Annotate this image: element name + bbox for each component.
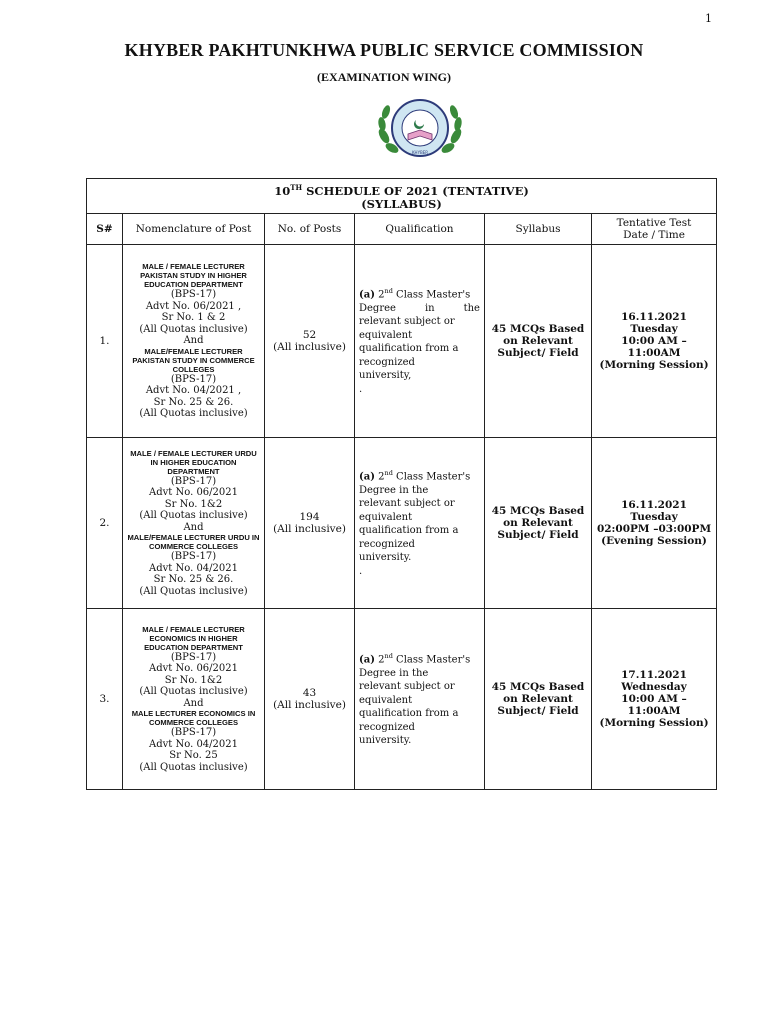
col-header-qualification: Qualification <box>355 213 485 244</box>
advt: Advt No. 04/2021 <box>149 562 238 574</box>
table-header-row <box>87 213 717 244</box>
bps: (BPS-17) <box>170 551 217 563</box>
quota: (All Quotas inclusive) <box>139 686 248 698</box>
posts-cell <box>265 437 355 608</box>
syllabus-cell: 45 MCQs Based on Relevant Subject/ Field <box>485 437 592 608</box>
row-sn: 1. <box>87 244 123 437</box>
schedule-title: 10TH SCHEDULE OF 2021 (TENTATIVE) (SYLLABUS) <box>87 179 717 214</box>
advt: Advt No. 06/2021 <box>149 487 238 499</box>
sr-no: Sr No. 25 <box>169 750 218 762</box>
col-header-sn: S# <box>87 213 123 244</box>
organization-title: KHYBER PAKHTUNKHWA PUBLIC SERVICE COMMISSION <box>124 40 644 60</box>
posts-count: 52 <box>302 328 317 341</box>
advt: Advt No. 04/2021 <box>149 738 238 750</box>
wing-subtitle: (EXAMINATION WING) <box>317 70 451 84</box>
sr-no: Sr No. 1 & 2 <box>161 312 226 324</box>
commission-logo <box>374 96 466 162</box>
posts-note: (All inclusive) <box>273 698 346 711</box>
table-row <box>87 608 717 789</box>
test-date-cell: 17.11.2021 Wednesday 10:00 AM – 11:00AM (Morning Session) <box>592 608 717 789</box>
post-title: MALE/FEMALE LECTURER URDU IN COMMERCE COLLEGES <box>127 533 260 552</box>
qualification-cell: (a) 2nd Class Master's Degree in the relevant subject or equivalent qualification from a recognized university. . <box>355 437 485 608</box>
row-sn: 3. <box>87 608 123 789</box>
post-title: MALE LECTURER ECONOMICS IN COMMERCE COLLEGES <box>131 709 256 728</box>
posts-note: (All inclusive) <box>273 522 346 535</box>
test-date-cell: 16.11.2021 Tuesday 02:00PM –03:00PM (Evening Session) <box>592 437 717 608</box>
bps: (BPS-17) <box>170 373 217 385</box>
quota: (All Quotas inclusive) <box>139 585 248 597</box>
bps: (BPS-17) <box>170 475 217 487</box>
posts-count: 194 <box>299 510 320 523</box>
col-header-posts: No. of Posts <box>265 213 355 244</box>
posts-note: (All inclusive) <box>273 340 346 353</box>
row-sn: 2. <box>87 437 123 608</box>
page-number: 1 <box>705 12 712 25</box>
sr-no: Sr No. 25 & 26. <box>153 574 234 586</box>
table-row <box>87 244 717 437</box>
post-title: MALE/FEMALE LECTURER PAKISTAN STUDY IN COMMERCE COLLEGES <box>132 346 255 374</box>
col-header-date: Tentative Test Date / Time <box>592 213 717 244</box>
col-header-syllabus: Syllabus <box>485 213 592 244</box>
advt: Advt No. 06/2021 <box>149 663 238 675</box>
quota: (All Quotas inclusive) <box>139 510 248 522</box>
sr-no: Sr No. 25 & 26. <box>153 396 234 408</box>
post-cell <box>123 244 265 437</box>
post-title: MALE / FEMALE LECTURER PAKISTAN STUDY IN HIGHER EDUCATION DEPARTMENT <box>140 262 247 290</box>
svg-text:KHYBER: KHYBER <box>411 150 429 155</box>
test-date-cell: 16.11.2021 Tuesday 10:00 AM – 11:00AM (Morning Session) <box>592 244 717 437</box>
col-header-post: Nomenclature of Post <box>123 213 265 244</box>
schedule-table <box>86 178 717 790</box>
post-cell <box>123 608 265 789</box>
syllabus-cell: 45 MCQs Based on Relevant Subject/ Field <box>485 244 592 437</box>
posts-count: 43 <box>302 686 317 699</box>
and-text: And <box>183 335 204 347</box>
sr-no: Sr No. 1&2 <box>164 498 223 510</box>
bps: (BPS-17) <box>170 727 217 739</box>
posts-cell <box>265 608 355 789</box>
advt: Advt No. 04/2021 , <box>145 385 242 397</box>
sr-no: Sr No. 1&2 <box>164 674 223 686</box>
post-title: MALE / FEMALE LECTURER ECONOMICS IN HIGHER EDUCATION DEPARTMENT <box>142 624 245 652</box>
and-text: And <box>183 697 204 709</box>
post-title: MALE / FEMALE LECTURER URDU IN HIGHER EDUCATION DEPARTMENT <box>130 448 257 476</box>
bps: (BPS-17) <box>170 651 217 663</box>
syllabus-cell: 45 MCQs Based on Relevant Subject/ Field <box>485 608 592 789</box>
qualification-cell: (a) 2nd Class Master's Degree in the relevant subject or equivalent qualification from a recognized university, . <box>355 244 485 437</box>
qualification-cell: (a) 2nd Class Master's Degree in the relevant subject or equivalent qualification from a recognized university. <box>355 608 485 789</box>
posts-cell <box>265 244 355 437</box>
table-row <box>87 437 717 608</box>
bps: (BPS-17) <box>170 289 217 301</box>
schedule-subtitle: (SYLLABUS) <box>361 196 442 211</box>
quota: (All Quotas inclusive) <box>139 761 248 773</box>
advt: Advt No. 06/2021 , <box>145 300 242 312</box>
and-text: And <box>183 521 204 533</box>
quota: (All Quotas inclusive) <box>139 408 248 420</box>
post-cell <box>123 437 265 608</box>
quota: (All Quotas inclusive) <box>139 323 248 335</box>
